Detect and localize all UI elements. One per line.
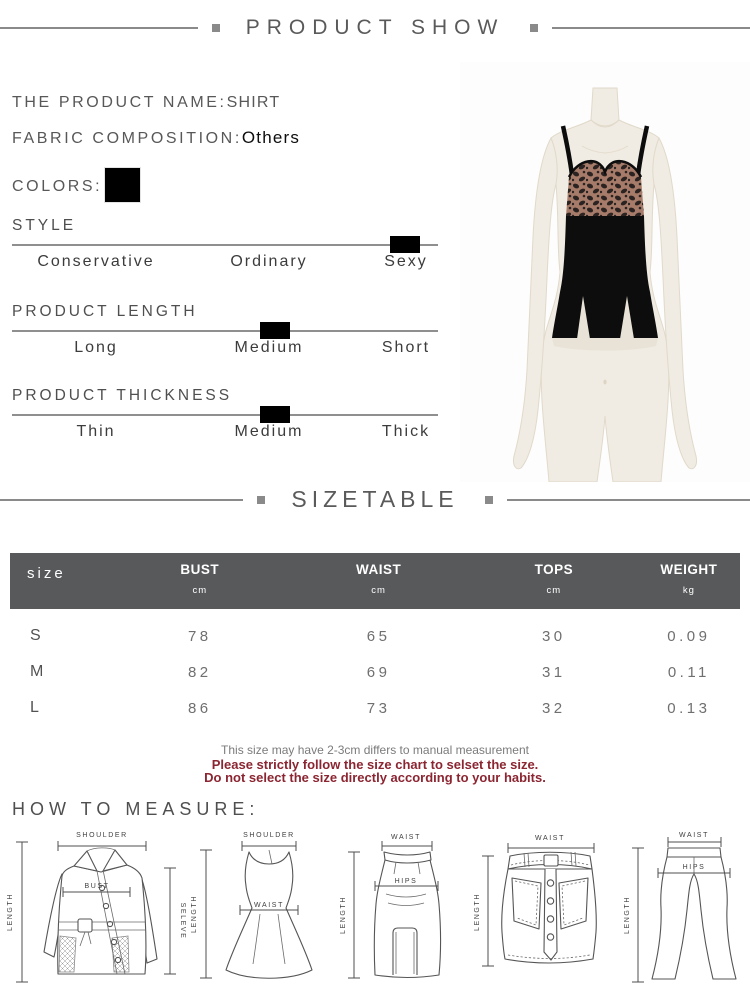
measure-figure-jacket xyxy=(0,826,190,998)
waist-label: WAIST xyxy=(679,832,709,839)
colors-line xyxy=(12,178,102,196)
color-swatch-black xyxy=(105,168,140,202)
style-label: STYLE xyxy=(12,217,77,234)
option-long: Long xyxy=(74,339,118,356)
length-options xyxy=(12,339,438,363)
table-row-m: M 82 69 31 0.11 xyxy=(30,663,710,681)
style-scale-line xyxy=(12,244,438,246)
waist-label: WAIST xyxy=(391,834,421,841)
shoulder-label: SHOULDER xyxy=(76,832,128,839)
hips-label: HIPS xyxy=(394,878,418,885)
measure-figures xyxy=(0,826,750,1000)
col-weight: WEIGHT kg xyxy=(660,562,718,596)
thickness-selected-marker xyxy=(260,406,290,423)
product-photo-mannequin xyxy=(460,62,750,482)
table-row-s: S 78 65 30 0.09 xyxy=(30,627,711,645)
option-sexy: Sexy xyxy=(384,253,428,270)
length-label: LENGTH xyxy=(7,893,14,931)
measure-figure-dress xyxy=(190,826,340,998)
sleeve-arrow xyxy=(164,868,176,974)
measure-figure-pants xyxy=(624,826,750,998)
mini-skirt-drawing xyxy=(502,852,597,963)
skirt-drawing xyxy=(374,852,440,978)
divider-line xyxy=(507,499,750,501)
size-warning-line2: Do not select the size directly according to your habits. xyxy=(204,770,546,785)
col-size: size xyxy=(27,565,66,582)
divider-line xyxy=(0,499,243,501)
size-table-head xyxy=(10,553,740,609)
length-arrow xyxy=(632,848,644,982)
length-label: LENGTH xyxy=(340,896,347,934)
col-bust: BUST cm xyxy=(180,562,220,596)
jacket-drawing xyxy=(44,848,157,974)
size-table-body xyxy=(10,618,740,726)
shoulder-label: SHOULDER xyxy=(243,832,295,839)
measurement-note: This size may have 2-3cm differs to manual measurement xyxy=(221,743,529,757)
product-name-line xyxy=(12,94,280,112)
col-tops: TOPS cm xyxy=(534,562,574,596)
sizetable-header xyxy=(0,486,750,513)
bust-label: BUST xyxy=(84,883,110,890)
page-title: PRODUCT SHOW xyxy=(245,16,505,39)
divider-line xyxy=(552,27,750,29)
waist-label: WAIST xyxy=(254,902,284,909)
top-body xyxy=(552,216,658,338)
style-options xyxy=(12,253,438,277)
square-bullet-icon xyxy=(257,496,265,504)
style-selected-marker xyxy=(390,236,420,253)
length-arrow xyxy=(482,856,494,966)
sleeve-label: SELEVE xyxy=(179,902,186,940)
fabric-label: FABRIC COMPOSITION: xyxy=(12,130,242,147)
waist-label: WAIST xyxy=(535,835,565,842)
thickness-label: PRODUCT THICKNESS xyxy=(12,387,233,404)
measure-figure-pencil-skirt xyxy=(340,826,472,998)
length-selected-marker xyxy=(260,322,290,339)
length-arrow xyxy=(200,850,212,978)
fabric-line xyxy=(12,128,300,148)
option-short: Short xyxy=(381,339,431,356)
thickness-attribute xyxy=(12,387,438,447)
option-ordinary: Ordinary xyxy=(230,253,308,270)
thickness-options xyxy=(12,423,438,447)
sizetable-title: SIZETABLE xyxy=(291,486,459,512)
square-bullet-icon xyxy=(530,24,538,32)
size-warning-line1: Please strictly follow the size chart to selset the size. xyxy=(211,757,539,772)
length-attribute xyxy=(12,303,438,363)
dress-drawing xyxy=(226,850,312,978)
option-conservative: Conservative xyxy=(37,253,155,270)
option-thick: Thick xyxy=(381,423,431,440)
divider-line xyxy=(0,27,198,29)
product-show-header xyxy=(0,16,750,40)
hips-label: HIPS xyxy=(682,864,706,871)
length-arrow xyxy=(348,852,360,978)
length-label: LENGTH xyxy=(624,896,631,934)
measure-figure-mini-skirt xyxy=(472,826,624,998)
thickness-scale-line xyxy=(12,414,438,416)
length-arrow xyxy=(16,842,28,982)
product-name-label: THE PRODUCT NAME: xyxy=(12,94,227,111)
waist-arrow xyxy=(382,841,432,851)
option-medium: Medium xyxy=(234,423,304,440)
option-thin: Thin xyxy=(76,423,116,440)
colors-label: COLORS: xyxy=(12,178,103,195)
length-scale-line xyxy=(12,330,438,332)
style-attribute xyxy=(12,217,438,277)
length-label: LENGTH xyxy=(191,895,198,933)
option-medium: Medium xyxy=(234,339,304,356)
col-waist: WAIST cm xyxy=(356,562,402,596)
fabric-value: Others xyxy=(241,128,301,147)
shoulder-arrow xyxy=(58,841,146,851)
product-name-value: SHIRT xyxy=(226,94,281,111)
length-label: PRODUCT LENGTH xyxy=(12,303,198,320)
shoulder-arrow xyxy=(242,841,296,851)
square-bullet-icon xyxy=(212,24,220,32)
length-label: LENGTH xyxy=(474,893,481,931)
square-bullet-icon xyxy=(485,496,493,504)
table-row-l: L 86 73 32 0.13 xyxy=(30,699,711,717)
how-to-measure-title: HOW TO MEASURE: xyxy=(12,799,260,819)
waist-arrow xyxy=(508,843,594,853)
size-table xyxy=(10,553,740,726)
